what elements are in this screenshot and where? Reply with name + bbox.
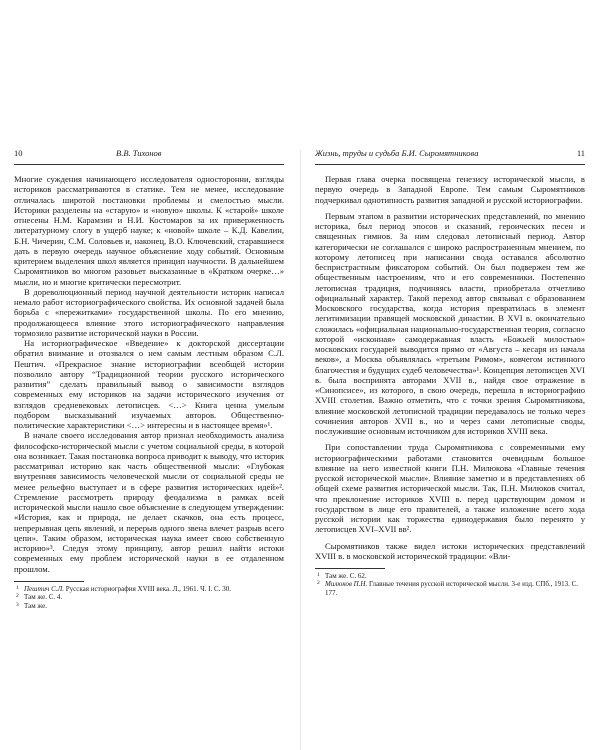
footnote [14, 602, 284, 610]
footnote-mark: 1 [317, 572, 320, 578]
footnote-text: Там же. [24, 601, 47, 610]
footnote-text: Главные течения русской исторической мысли. 3-е изд. СПб., 1913. С. 177. [325, 580, 579, 597]
paragraph: Первая глава очерка посвящена генезису исторической мысли, в первую очередь в Западной Европе. Тем самым Сыромятников подчеркивал однотипность развития западной и русской историографии. [315, 174, 585, 205]
footnote-rule [315, 568, 385, 569]
left-page-number: 10 [14, 148, 23, 158]
left-page [14, 148, 284, 610]
right-page-number: 11 [576, 148, 585, 158]
left-running-header [14, 148, 284, 165]
paragraph: Сыромятников также видел истоки исторических представлений XVIII в. в московской исторической традиции: «Вли- [315, 540, 585, 561]
footnote-mark: 2 [317, 580, 320, 587]
right-running-header [315, 148, 585, 165]
page-gutter [300, 150, 301, 750]
footnote [315, 580, 585, 597]
right-page [315, 148, 585, 597]
footnote-mark: 1 [16, 584, 19, 591]
footnote-text: Русская историография XVIII века. Л., 1961. Ч. I. С. 30. [64, 584, 231, 593]
footnote [315, 572, 585, 580]
paragraph: В начале своего исследования автор признал необходимость анализа философско-исторической мысли с учетом социальной среды, в которой она возникает. Такая постановка вопроса приводит к выводу, что историк рассматривал историю как часть общественной мысли: «Глубокая внутренняя зависимость человеческой мысли от социальной среды не менее рельефно выступает и в сфере развития исторических идей»². Стремление рассмотреть природу феодализма в рамках всей исторической мысли нашло свое объяснение в следующем утверждении: «История, как и природа, не делает скачков, она есть процесс, непрерывная цепь явлений, и перерыв одного звена влечет разрыв всего цепи». Таким образом, историческая наука имеет свою собственную историю»³. Следуя этому принципу, автор решил найти истоки современных ему проблем исторической науки в ее отдаленном прошлом. [14, 430, 284, 574]
paragraph: Многие суждения начинающего исследователя односторонни, взгляды историков рассматриваются в статике. Тем не менее, исследование отличалась широтой постановки проблемы и смелостью мысли. Историки разделены на «старую» и «новую» школы. К «старой» школе отнесены Н.М. Карамзин и Н.И. Костомаров за их приверженность литературному слогу в ущерб науке; к «новой» школе – К.Д. Кавелин, Б.Н. Чичерин, С.М. Соловьев и, наконец, В.О. Ключевский, старавшиеся дать в первую очередь научное объяснение ходу событий. Основным критерием выделения школ является принцип научности. В дальнейшем Сыромятников во многом разовьет высказанные в «Кратком очерке…» мысли, но и многие критически пересмотрит. [14, 174, 284, 287]
paragraph: В дореволюционный период научной деятельности историк написал немало работ историографического свойства. Их основной задачей была борьба с «пережитками» государственной школы. По его мнению, продолжающееся влияние этого историографического направления тормозило развитие исторической науки в России. [14, 286, 284, 338]
right-body-text [315, 174, 585, 561]
footnote-mark: 2 [16, 593, 19, 600]
footnote-author: Пештич С.Л. [24, 584, 65, 593]
footnote-text: Там же. С. 4. [24, 593, 63, 602]
left-body-text [14, 174, 284, 574]
paragraph: Первым этапом в развитии исторических представлений, по мнению историка, был период эпосов и сказаний, героических песен и священных гимнов. За ним следовал летописный период. Автор категорически не соглашался с широко распространенным мнением, по которому летописец при написании свода оставался абсолютно беспристрастным фиксатором событий. Он был подвержен тем же общественным настроениям, что и его современники. Постепенно летописная традиция, подчиняясь власти, приобретала отчетливо официальный характер. Такой переход автор связывал с образованием Московского государства, когда история превратилась в элемент легитимизации правящей московской династии. В XVI в. окончательно сложилась «официальная национально-государственная теория, согласно которой «исконная» самодержавная власть «Божьей милостью» московских государей выводится прямо от «Августа – кесаря из начала веков», а Москва объявлялась «третьим Римом», ковчегом истинного благочестия и будущих судеб человечества»¹. Концепция летописцев XVI в. была воспринята авторами XVII в., найдя свое отражение в «Синопсисе», из которого, в свою очередь, перешла в историографию XVIII столетия. Важно отметить, что с точки зрения Сыромятникова, влияние московской летописной традиции передавалось не только через сочинения авторов XVII в., но и через сами летописные своды, послужившие основным источником для историков XVIII века. [315, 210, 585, 436]
footnote-text: Там же. С. 62. [325, 572, 367, 580]
right-header-title: Жизнь, труды и судьба Б.И. Сыромятникова [315, 148, 479, 158]
footnote [14, 593, 284, 601]
footnote [14, 585, 284, 593]
left-header-title: В.В. Тихонов [116, 148, 162, 158]
left-footnotes [14, 581, 284, 610]
paragraph: При сопоставлении труда Сыромятникова с современными ему историографическими работами становится очевидным большое влияние на него известной книги П.Н. Милюкова «Главные течения русской исторической мысли». Влияние заметно и в представлениях об общей схеме развития исторической мысли. Так, П.Н. Милюков считал, что преклонение историков XVIII в. перед царствующим домом и государством в лице его правителей, а также изложение всего хода русской истории как торжества единодержавия было перенято у летописцев XVI–XVII вв². [315, 442, 585, 535]
footnote-rule [14, 581, 84, 582]
footnote-author: Милюков П.Н. [325, 580, 368, 589]
paragraph: На историографическое «Введение» к докторской диссертации обратил внимание и отозвался о нем самым лестным образом С.Л. Пештич. «Прекрасное знание историографии всеобщей истории позволило автору “Традиционной теории русского исторического развития” сделать правильный вывод о зависимости взглядов современных ему историков на задачи исторического изучения от взглядов средневековых летописцев. <…> Книга ценна умелым подбором высказываний изучаемых авторов. Общественно-политические характеристики <…> интересны и в настоящее время»¹. [14, 338, 284, 430]
footnote-mark: 3 [16, 601, 19, 608]
right-footnotes [315, 568, 585, 597]
